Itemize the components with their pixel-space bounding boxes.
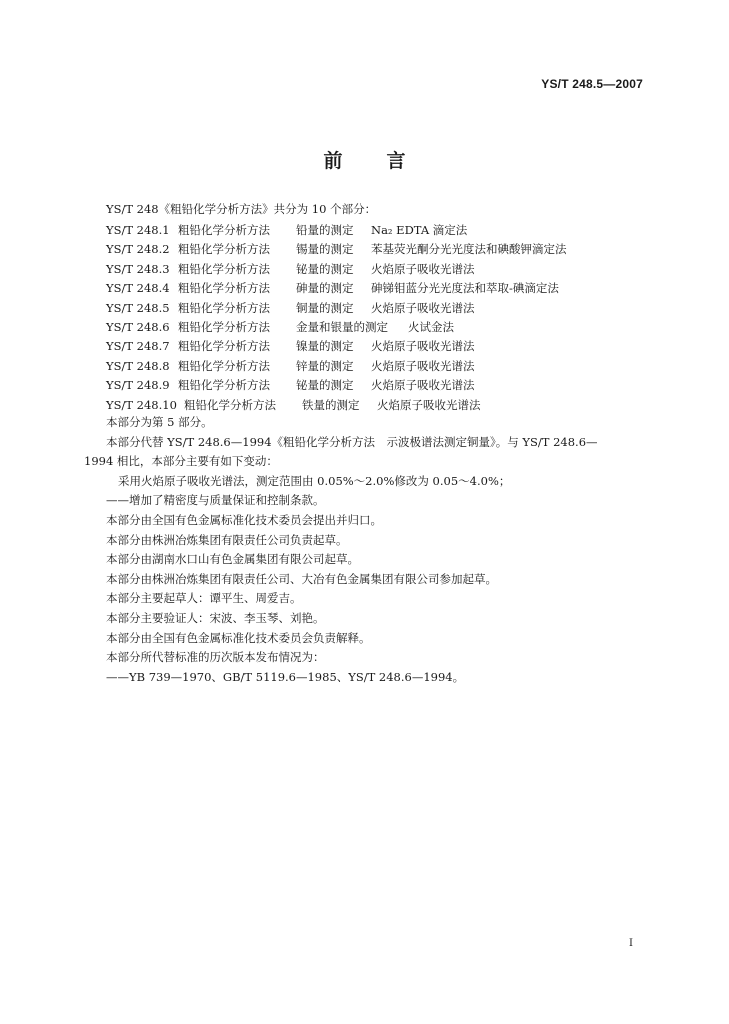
part-name: 粗铅化学分析方法 [178,261,270,276]
paragraph-proposed: 本部分由全国有色金属标准化技术委员会提出并归口。 [106,512,382,527]
part-method: 火焰原子吸收光谱法 [371,358,475,373]
list-item [106,240,567,259]
part-name: 粗铅化学分析方法 [178,223,270,237]
part-code: YS/T 248.10 [106,397,177,412]
part-item: 锡量的测定 [296,242,354,257]
part-code: YS/T 248.9 [106,378,170,393]
paragraph-replaces-cont: 1994 相比，本部分主要有如下变动： [84,454,278,469]
part-method: 苯基荧光酮分光光度法和碘酸钾滴定法 [371,242,567,257]
part-item: 铋量的测定 [296,261,354,276]
page-title [0,146,729,173]
paragraph-interpretation: 本部分由全国有色金属标准化技术委员会负责解释。 [106,630,371,645]
part-method: 火焰原子吸收光谱法 [371,261,475,276]
paragraph-verifiers: 本部分主要验证人：宋波、李玉琴、刘艳。 [106,610,325,625]
part-method: 火焰原子吸收光谱法 [371,300,475,315]
part-item: 铅量的测定 [296,223,354,237]
part-item: 镍量的测定 [296,339,354,354]
paragraph-authors: 本部分主要起草人：谭平生、周爱吉。 [106,591,302,606]
list-item [106,299,567,318]
part-method: Na₂ EDTA 滴定法 [371,223,468,237]
body-text [84,413,598,687]
part-name: 粗铅化学分析方法 [178,339,270,354]
paragraph-lead-drafter: 本部分由株洲冶炼集团有限责任公司负责起草。 [106,532,348,547]
part-code: YS/T 248.4 [106,281,170,296]
part-code: YS/T 248.3 [106,261,170,276]
document-code: YS/T 248.5—2007 [541,77,643,91]
part-name: 粗铅化学分析方法 [178,281,270,296]
part-code: YS/T 248.7 [106,339,170,354]
part-method: 火焰原子吸收光谱法 [377,397,481,412]
list-item [106,396,567,415]
part-method: 火试金法 [408,319,454,334]
list-item [106,357,567,376]
paragraph-history-list: ——YB 739—1970、GB/T 5119.6—1985、YS/T 248.6—1994。 [106,669,465,684]
part-code: YS/T 248.2 [106,242,170,257]
part-item: 金量和银量的测定 [296,319,388,334]
paragraph-change-1: 采用火焰原子吸收光谱法，测定范围由 0.05%～2.0%修改为 0.05～4.0%； [118,473,511,488]
list-item [106,260,567,279]
page-number: I [629,938,633,949]
part-name: 粗铅化学分析方法 [178,319,270,334]
list-item [106,279,567,298]
part-item: 铁量的测定 [302,397,360,412]
part-item: 锌量的测定 [296,358,354,373]
intro-line: YS/T 248《粗铅化学分析方法》共分为 10 个部分： [106,202,377,216]
part-method: 火焰原子吸收光谱法 [371,378,475,393]
part-code: YS/T 248.8 [106,358,170,373]
list-item [106,337,567,356]
list-item [106,318,567,337]
part-item: 铋量的测定 [296,378,354,393]
title-char-2: 言 [386,150,406,172]
part-code: YS/T 248.1 [106,223,170,237]
part-name: 粗铅化学分析方法 [178,378,270,393]
paragraph-history: 本部分所代替标准的历次版本发布情况为： [106,650,325,665]
paragraph-drafter: 本部分由湖南水口山有色金属集团有限公司起草。 [106,552,359,567]
list-item [106,376,567,395]
part-item: 铜量的测定 [296,300,354,315]
part-method: 砷锑钼蓝分光光度法和萃取-碘滴定法 [371,281,559,296]
paragraph-participants: 本部分由株洲冶炼集团有限责任公司、大冶有色金属集团有限公司参加起草。 [106,571,497,586]
list-item [106,221,567,240]
part-name: 粗铅化学分析方法 [178,300,270,315]
part-code: YS/T 248.6 [106,319,170,334]
paragraph-replaces: 本部分代替 YS/T 248.6—1994《粗铅化学分析方法 示波极谱法测定铜量》。与 YS/T 248.6— [106,434,598,449]
part-method: 火焰原子吸收光谱法 [371,339,475,354]
part-name: 粗铅化学分析方法 [184,397,276,412]
part-name: 粗铅化学分析方法 [178,242,270,257]
part-code: YS/T 248.5 [106,300,170,315]
paragraph-change-2: ——增加了精密度与质量保证和控制条款。 [106,493,325,508]
part-item: 砷量的测定 [296,281,354,296]
paragraph-part-number: 本部分为第 5 部分。 [106,415,213,429]
title-char-1: 前 [323,150,343,172]
parts-list [106,221,567,415]
part-name: 粗铅化学分析方法 [178,358,270,373]
